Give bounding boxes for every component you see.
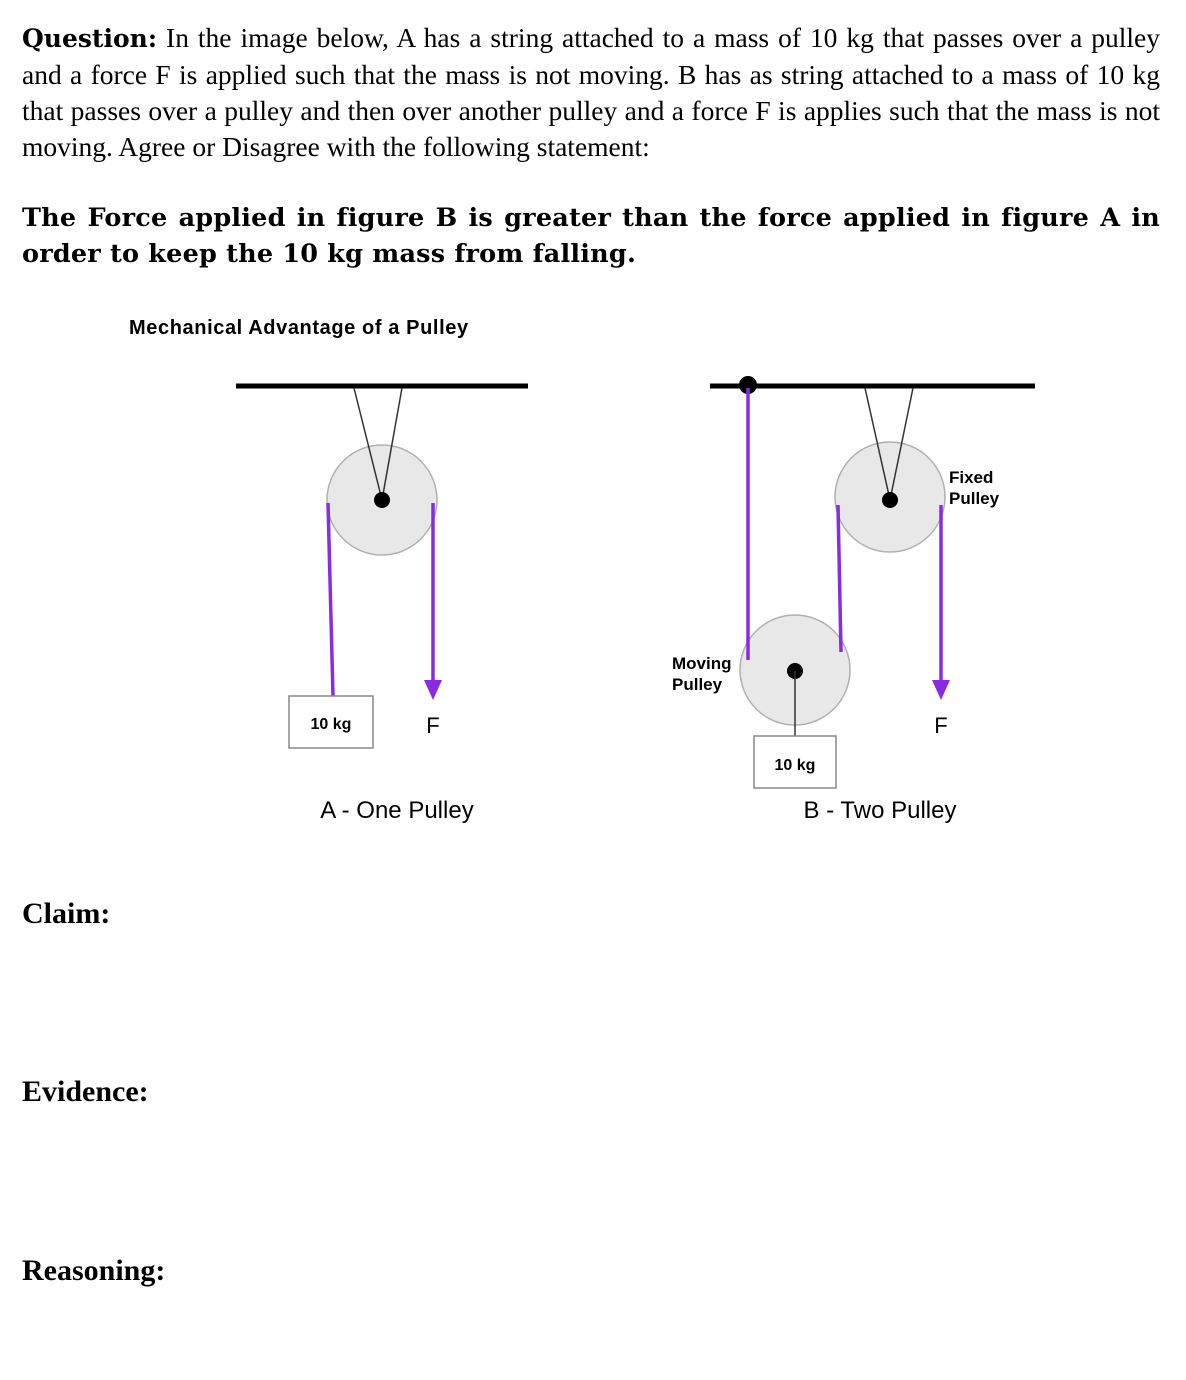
question-text: In the image below, A has a string attached to a mass of 10 kg that passes over a pulley and a force F is applied such that the mass is not moving. B has as string attached to a mass of 10 kg that passes over a pulley and then over another pulley and a force F is applies such that the mass is not moving. Agree or Disagree with the following statement: [22, 22, 1160, 162]
pulley-figure [0, 300, 1186, 840]
figure-b [672, 376, 1035, 824]
statement-text: The Force applied in figure B is greater than the force applied in figure A in order to keep the 10 kg mass from falling. [22, 203, 1160, 269]
figure-title: Mechanical Advantage of a Pulley [129, 317, 469, 339]
figure-a [236, 386, 528, 824]
claim-heading: Claim: [22, 897, 111, 930]
mass-label-a: 10 kg [310, 716, 352, 733]
pulley-axle-a [374, 492, 390, 508]
force-label-b: F [934, 713, 948, 738]
fixed-pulley-label-line2: Pulley [949, 489, 1000, 508]
mass-label-b: 10 kg [774, 757, 816, 774]
moving-pulley-label-line2: Pulley [672, 675, 723, 694]
rope-a-mass [328, 503, 333, 696]
question-label: Question: [22, 24, 158, 53]
fixed-pulley-label-line1: Fixed [949, 468, 994, 487]
force-label-a: F [426, 713, 440, 738]
moving-pulley-label-line1: Moving [672, 654, 732, 673]
rope-b-middle [838, 505, 841, 652]
pulley-axle-b [882, 492, 898, 508]
force-arrow-a [424, 680, 442, 700]
reasoning-heading: Reasoning: [22, 1254, 166, 1287]
caption-b: B - Two Pulley [803, 797, 957, 824]
question-paragraph [22, 20, 1160, 165]
caption-a: A - One Pulley [320, 797, 474, 824]
force-arrow-b [932, 680, 950, 700]
evidence-heading: Evidence: [22, 1075, 149, 1108]
